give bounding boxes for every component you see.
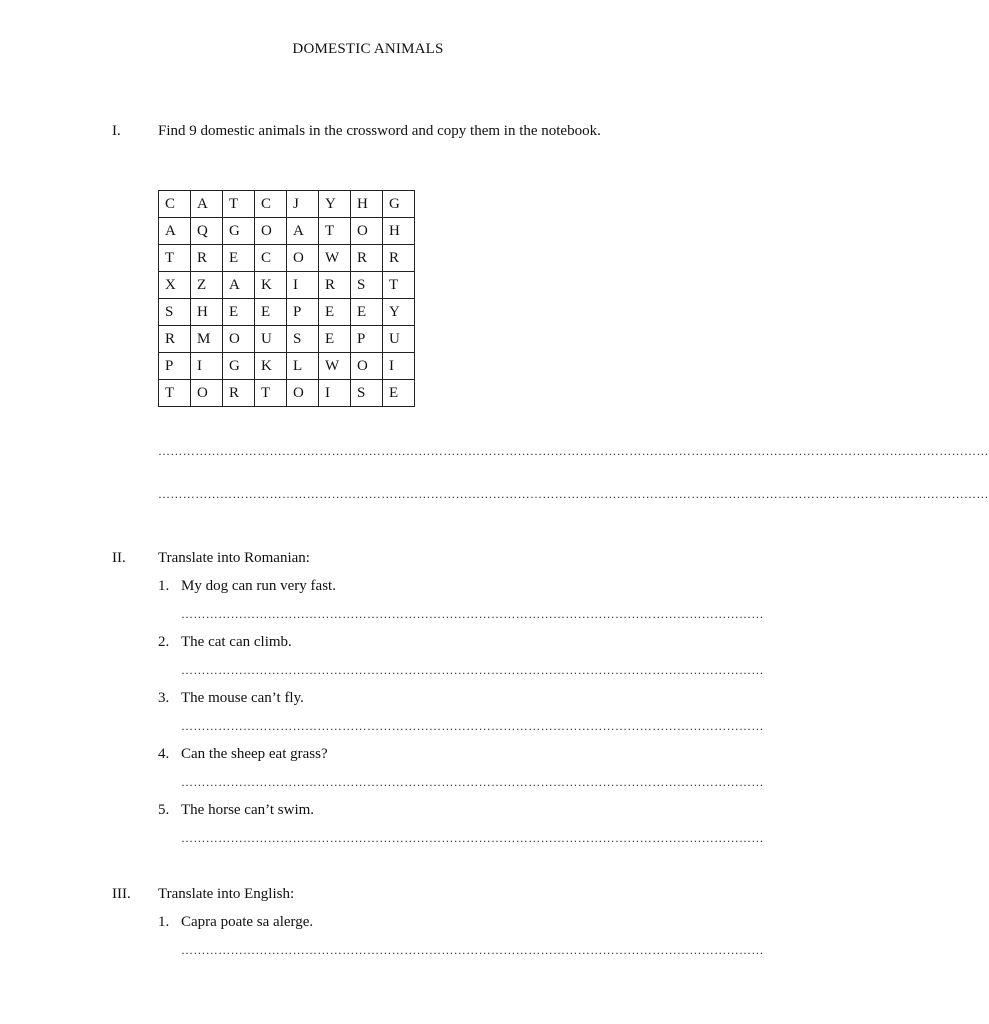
grid-cell: W [319, 245, 351, 272]
grid-cell: H [383, 218, 415, 245]
grid-cell: T [319, 218, 351, 245]
grid-cell: R [351, 245, 383, 272]
translate-ro-item-text: Can the sheep eat grass? [181, 746, 328, 762]
grid-cell: I [319, 380, 351, 407]
translate-ro-item-number: 5. [158, 802, 170, 818]
grid-cell: S [351, 380, 383, 407]
grid-cell: R [319, 272, 351, 299]
grid-cell: X [159, 272, 191, 299]
grid-cell: G [223, 218, 255, 245]
section-2-number: II. [112, 550, 126, 566]
translate-ro-item-text: The mouse can’t fly. [181, 690, 304, 706]
grid-cell: T [255, 380, 287, 407]
answer-line-2[interactable]: ………………………………………………………………………………………………………………………………………………………………………………… [158, 487, 989, 501]
translate-ro-answer-line[interactable]: …………………………………………………………………………………………………………………………… [181, 775, 764, 789]
grid-cell: C [255, 245, 287, 272]
translate-ro-item-number: 2. [158, 634, 170, 650]
grid-cell: P [159, 353, 191, 380]
section-2-heading: Translate into Romanian: [158, 550, 310, 566]
grid-cell: R [159, 326, 191, 353]
translate-ro-item-number: 1. [158, 578, 170, 594]
grid-cell: Z [191, 272, 223, 299]
grid-cell: I [383, 353, 415, 380]
grid-cell: K [255, 272, 287, 299]
grid-cell: S [287, 326, 319, 353]
grid-cell: A [159, 218, 191, 245]
grid-cell: E [223, 299, 255, 326]
translate-ro-answer-line[interactable]: …………………………………………………………………………………………………………………………… [181, 831, 764, 845]
grid-cell: K [255, 353, 287, 380]
grid-row [159, 380, 415, 407]
grid-cell: O [351, 353, 383, 380]
grid-cell: E [319, 299, 351, 326]
grid-cell: O [223, 326, 255, 353]
section-1-number: I. [112, 123, 121, 139]
grid-cell: R [223, 380, 255, 407]
grid-cell: I [191, 353, 223, 380]
section-3-number: III. [112, 886, 131, 902]
grid-cell: Y [319, 191, 351, 218]
grid-row [159, 191, 415, 218]
grid-cell: J [287, 191, 319, 218]
section-1-instruction: Find 9 domestic animals in the crossword and copy them in the notebook. [158, 123, 601, 139]
grid-cell: G [383, 191, 415, 218]
grid-row [159, 326, 415, 353]
grid-cell: R [191, 245, 223, 272]
grid-cell: Y [383, 299, 415, 326]
grid-cell: T [159, 380, 191, 407]
translate-ro-answer-line[interactable]: …………………………………………………………………………………………………………………………… [181, 663, 764, 677]
grid-cell: R [383, 245, 415, 272]
grid-cell: O [351, 218, 383, 245]
grid-cell: A [191, 191, 223, 218]
grid-cell: H [191, 299, 223, 326]
grid-row [159, 353, 415, 380]
translate-ro-item-text: My dog can run very fast. [181, 578, 336, 594]
grid-cell: Q [191, 218, 223, 245]
translate-en-answer-line[interactable]: …………………………………………………………………………………………………………………………… [181, 943, 764, 957]
answer-line-1[interactable]: ………………………………………………………………………………………………………………………………………………………………………………… [158, 444, 989, 458]
grid-cell: O [255, 218, 287, 245]
grid-cell: E [351, 299, 383, 326]
grid-cell: E [223, 245, 255, 272]
section-3-heading: Translate into English: [158, 886, 295, 902]
grid-cell: L [287, 353, 319, 380]
translate-ro-answer-line[interactable]: …………………………………………………………………………………………………………………………… [181, 607, 764, 621]
grid-cell: C [255, 191, 287, 218]
grid-cell: A [287, 218, 319, 245]
grid-cell: U [255, 326, 287, 353]
grid-cell: W [319, 353, 351, 380]
grid-cell: G [223, 353, 255, 380]
grid-cell: O [191, 380, 223, 407]
translate-ro-item-number: 4. [158, 746, 170, 762]
grid-cell: P [351, 326, 383, 353]
translate-ro-item-text: The cat can climb. [181, 634, 292, 650]
grid-cell: E [255, 299, 287, 326]
grid-row [159, 245, 415, 272]
grid-cell: A [223, 272, 255, 299]
word-search-grid [158, 190, 415, 407]
grid-cell: S [159, 299, 191, 326]
grid-cell: C [159, 191, 191, 218]
grid-row [159, 299, 415, 326]
grid-cell: S [351, 272, 383, 299]
grid-cell: P [287, 299, 319, 326]
grid-cell: O [287, 380, 319, 407]
grid-cell: O [287, 245, 319, 272]
grid-row [159, 272, 415, 299]
translate-en-item-text: Capra poate sa alerge. [181, 914, 314, 930]
grid-cell: E [319, 326, 351, 353]
grid-cell: T [159, 245, 191, 272]
translate-ro-item-text: The horse can’t swim. [181, 802, 315, 818]
grid-cell: T [383, 272, 415, 299]
grid-cell: U [383, 326, 415, 353]
grid-cell: E [383, 380, 415, 407]
grid-cell: T [223, 191, 255, 218]
grid-cell: I [287, 272, 319, 299]
translate-en-item-number: 1. [158, 914, 170, 930]
grid-row [159, 218, 415, 245]
grid-cell: H [351, 191, 383, 218]
translate-ro-answer-line[interactable]: …………………………………………………………………………………………………………………………… [181, 719, 764, 733]
grid-cell: M [191, 326, 223, 353]
translate-ro-item-number: 3. [158, 690, 170, 706]
page-title: DOMESTIC ANIMALS [292, 41, 444, 57]
